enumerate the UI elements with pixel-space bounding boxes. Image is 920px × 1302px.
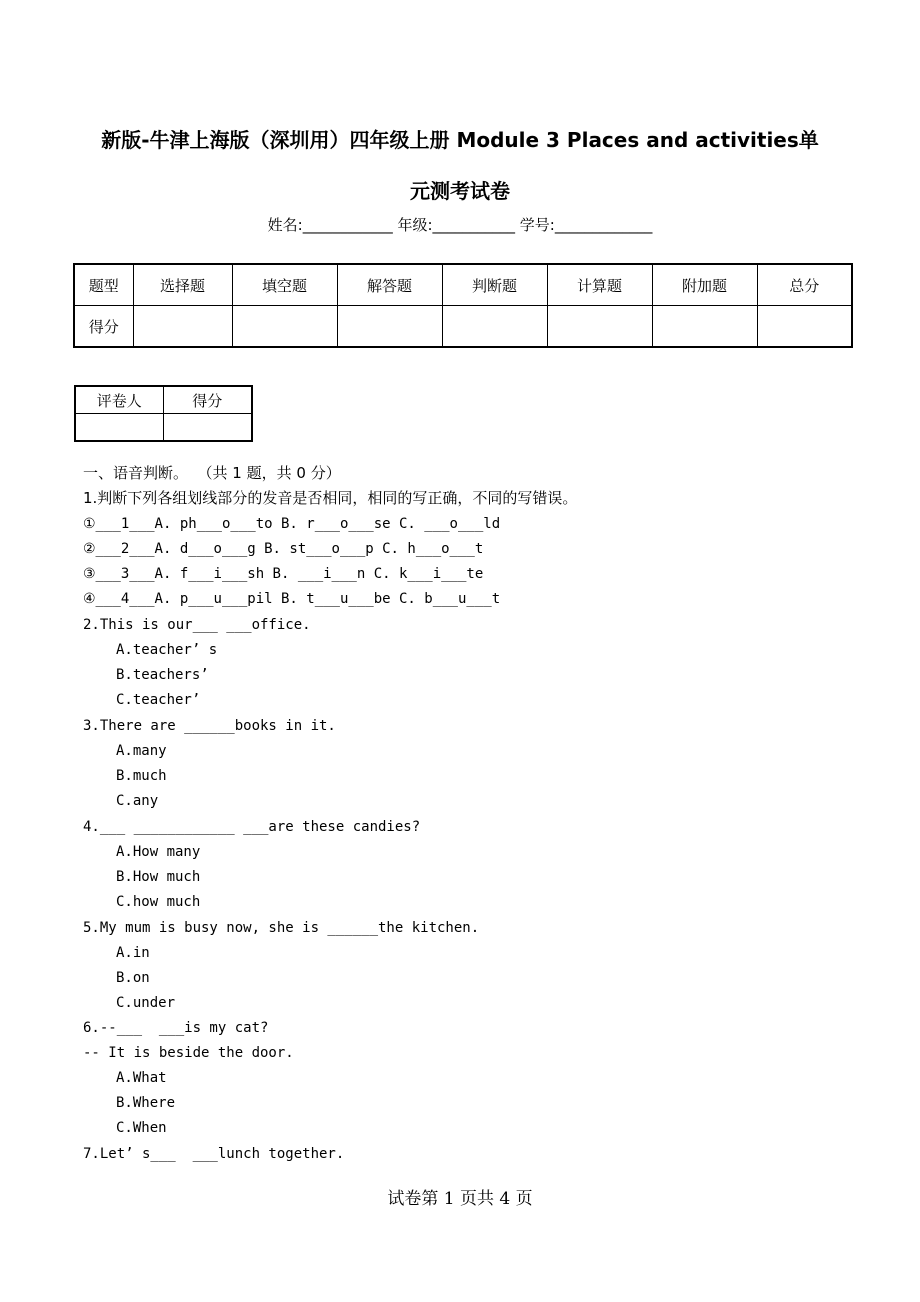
answer-option[interactable]: C.how much — [116, 894, 201, 910]
section-heading: 一、语音判断。 （共 1 题，共 0 分） — [83, 464, 341, 482]
score-cell[interactable] — [337, 306, 442, 348]
grader-header: 评卷人 — [75, 386, 163, 414]
answer-option[interactable]: A.What — [116, 1070, 167, 1086]
score-table-header-row — [74, 264, 852, 306]
score-cell[interactable] — [652, 306, 757, 348]
score-cell[interactable] — [442, 306, 547, 348]
header-bonus: 附加题 — [652, 264, 757, 306]
grader-cell[interactable] — [75, 414, 163, 442]
question-stem: 3.There are ______books in it. — [83, 718, 336, 734]
grader-score-header: 得分 — [163, 386, 252, 414]
answer-option[interactable]: B.How much — [116, 869, 201, 885]
exam-title-line2: 元测考试卷 — [410, 179, 510, 203]
student-info-fields: 姓名:____________ 年级:___________ 学号:_____________ — [267, 216, 653, 234]
exam-title-line1: 新版-牛津上海版（深圳用）四年级上册 Module 3 Places and activities单 — [101, 128, 819, 152]
answer-option[interactable]: C.any — [116, 793, 159, 809]
page-footer: 试卷第 1 页共 4 页 — [387, 1189, 533, 1209]
answer-option[interactable]: A.How many — [116, 844, 201, 860]
phonics-item: ②___2___A. d___o___g B. st___o___p C. h___o___t — [83, 541, 484, 557]
phonics-item: ③___3___A. f___i___sh B. ___i___n C. k___i___te — [83, 566, 484, 582]
answer-option[interactable]: C.teacher’ — [116, 692, 201, 708]
header-fill-blank: 填空题 — [232, 264, 337, 306]
answer-option[interactable]: A.teacher’ s — [116, 642, 218, 658]
header-question-type: 题型 — [74, 264, 133, 306]
header-judge: 判断题 — [442, 264, 547, 306]
score-cell[interactable] — [232, 306, 337, 348]
answer-option[interactable]: B.much — [116, 768, 167, 784]
answer-option[interactable]: A.in — [116, 945, 150, 961]
phonics-item: ①___1___A. ph___o___to B. r___o___se C. ___o___ld — [83, 516, 501, 532]
question-stem: 2.This is our___ ___office. — [83, 617, 311, 633]
answer-option[interactable]: C.When — [116, 1120, 167, 1136]
question-stem: 4.___ ____________ ___are these candies? — [83, 819, 421, 835]
question-stem: 7.Let’ s___ ___lunch together. — [83, 1146, 345, 1162]
grader-score-cell[interactable] — [163, 414, 252, 442]
question-stem: 5.My mum is busy now, she is ______the kitchen. — [83, 920, 480, 936]
answer-option[interactable]: C.under — [116, 995, 176, 1011]
score-row-label: 得分 — [74, 306, 133, 348]
header-total: 总分 — [757, 264, 852, 306]
header-calculation: 计算题 — [547, 264, 652, 306]
score-cell[interactable] — [133, 306, 232, 348]
question-stem-reply: -- It is beside the door. — [83, 1045, 294, 1061]
answer-option[interactable]: B.Where — [116, 1095, 176, 1111]
header-choice: 选择题 — [133, 264, 232, 306]
answer-option[interactable]: B.on — [116, 970, 150, 986]
answer-option[interactable]: B.teachers’ — [116, 667, 209, 683]
answer-option[interactable]: A.many — [116, 743, 167, 759]
score-table-score-row — [74, 306, 852, 348]
score-table — [73, 263, 853, 348]
phonics-item: ④___4___A. p___u___pil B. t___u___be C. b___u___t — [83, 591, 501, 607]
grader-table — [74, 385, 253, 442]
header-answer: 解答题 — [337, 264, 442, 306]
question-stem: 1.判断下列各组划线部分的发音是否相同，相同的写正确，不同的写错误。 — [83, 489, 578, 507]
score-cell[interactable] — [547, 306, 652, 348]
question-stem: 6.--___ ___is my cat? — [83, 1020, 269, 1036]
score-cell[interactable] — [757, 306, 852, 348]
